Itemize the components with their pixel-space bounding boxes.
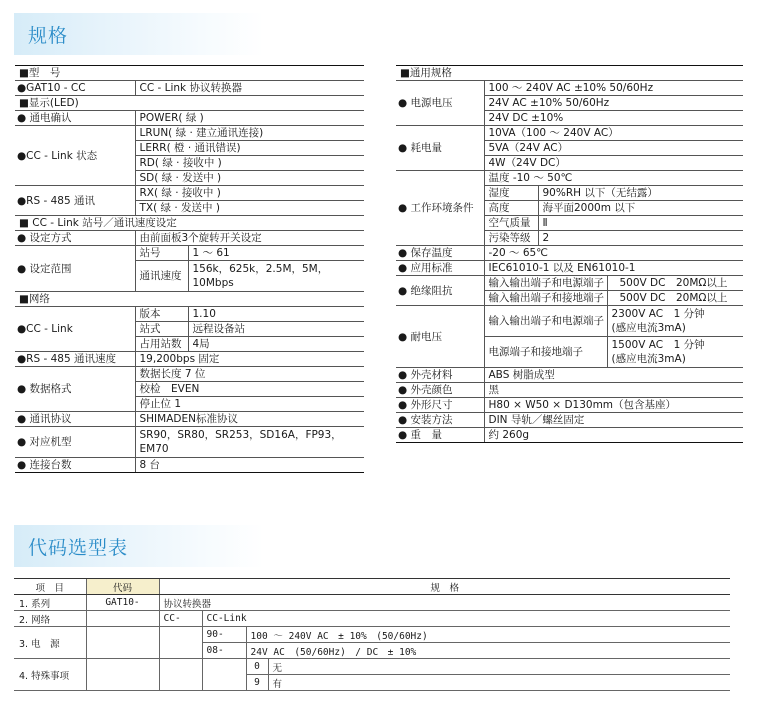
models-label: ● 对应机型 [15,427,135,458]
table-row [396,413,743,428]
table-row [14,659,730,675]
station-type-label: 站式 [135,322,188,337]
table-row [396,81,743,96]
spec-section-banner [14,13,264,55]
env-air-value: Ⅱ [538,216,743,231]
model-header: ■型 号 [15,66,364,81]
table-row [396,306,743,337]
table-row [15,216,364,231]
setting-range-label: ● 设定范围 [15,246,135,292]
table-row [396,368,743,383]
table-row [15,126,364,141]
table-row [14,595,730,611]
version-label: 版本 [135,307,188,322]
table-row [396,276,743,291]
table-row [15,367,364,382]
table-row [15,66,364,81]
network-spec: CC-Link [202,611,730,627]
display-header: ■显示(LED) [15,96,364,111]
rs485-value: RX( 绿 · 接收中 ) [135,186,364,201]
power-consumption-value: 5VA（24V AC） [484,141,743,156]
power-code: 08- [202,643,246,659]
table-row [396,428,743,443]
withstand-value: 2300V AC 1 分钟 [611,308,705,320]
env-pollution-label: 污染等级 [484,231,538,246]
storage-value: -20 ～ 65℃ [484,246,743,261]
table-row [15,81,364,96]
station-no-label: 站号 [135,246,188,261]
occupied-value: 4局 [188,337,364,352]
power-label: ● 通电确认 [15,111,135,126]
env-humidity-value: 90%RH 以下（无结露） [538,186,743,201]
table-header-row [14,579,730,595]
special-code: 9 [246,675,268,691]
code-section-title: 代码选型表 [28,537,129,559]
power-item: 3. 电 源 [14,627,86,659]
case-color-value: 黑 [484,383,743,398]
insulation-row [484,291,743,306]
protocol-label: ● 通讯协议 [15,412,135,427]
power-code: 90- [202,627,246,643]
network-code: CC- [159,611,202,627]
special-spec: 有 [268,675,730,691]
table-row [15,246,364,261]
code-section-banner [14,525,264,567]
setting-method-value: 由前面板3个旋转开关设定 [135,231,364,246]
cclink-status-value: RD( 绿 · 接收中 ) [135,156,364,171]
power-value: POWER( 绿 ) [135,111,364,126]
env-altitude-label: 高度 [484,201,538,216]
table-row [14,627,730,643]
header-code: 代码 [86,579,159,595]
table-row [15,96,364,111]
general-header: ■通用规格 [396,66,743,81]
table-row [396,246,743,261]
case-color-label: ● 外壳颜色 [396,383,484,398]
right-spec-table [396,65,743,443]
power-voltage-label: ● 电源电压 [396,81,484,126]
power-spec: 100 ～ 240V AC ± 10% (50/60Hz) [246,627,730,643]
series-code: GAT10- [86,595,159,611]
case-material-value: ABS 树脂成型 [484,368,743,383]
protocol-value: SHIMADEN标准协议 [135,412,364,427]
storage-label: ● 保存温度 [396,246,484,261]
network-item: 2. 网络 [14,611,86,627]
power-voltage-value: 24V AC ±10% 50/60Hz [484,96,743,111]
table-row [15,458,364,473]
table-row [15,111,364,126]
env-pollution-value: 2 [538,231,743,246]
env-label: ● 工作环境条件 [396,171,484,246]
model-desc: CC - Link 协议转换器 [135,81,364,96]
special-spec: 无 [268,659,730,675]
mounting-value: DIN 导轨／螺丝固定 [484,413,743,428]
table-row [396,398,743,413]
table-row [15,352,364,367]
insulation-label: ● 绝缘阻抗 [396,276,484,306]
power-spec: 24V AC (50/60Hz) / DC ± 10% [246,643,730,659]
cclink-label: ●CC - Link [15,307,135,352]
dimensions-value: H80 × W50 × D130mm（包含基座） [484,398,743,413]
table-row [15,186,364,201]
table-row [15,412,364,427]
table-row [396,126,743,141]
cclink-status-value: LERR( 橙 · 通讯错误) [135,141,364,156]
version-value: 1.10 [188,307,364,322]
withstand-between: 电源端子和接地端子 [485,337,608,367]
withstand-between: 输入输出端子和电源端子 [485,306,608,336]
table-row [396,383,743,398]
power-voltage-value: 100 ～ 240V AC ±10% 50/60Hz [484,81,743,96]
series-item: 1. 系列 [14,595,86,611]
header-item: 项 目 [14,579,86,595]
occupied-label: 占用站数 [135,337,188,352]
data-length: 数据长度 7 位 [135,367,364,382]
stop-bit: 停止位 1 [135,397,364,412]
standard-label: ● 应用标准 [396,261,484,276]
dimensions-label: ● 外形尺寸 [396,398,484,413]
rs485-speed-value: 19,200bps 固定 [135,352,364,367]
parity: 校检 EVEN [135,382,364,397]
table-row [15,231,364,246]
mounting-label: ● 安装方法 [396,413,484,428]
withstand-note: (感应电流3mA) [611,353,686,365]
rs485-label: ●RS - 485 通讯 [15,186,135,216]
table-row [15,427,364,458]
weight-label: ● 重 量 [396,428,484,443]
env-air-label: 空气质量 [484,216,538,231]
series-spec: 协议转换器 [159,595,730,611]
power-consumption-label: ● 耗电量 [396,126,484,171]
table-row [14,611,730,627]
station-speed-header: ■ CC - Link 站号／通讯速度设定 [15,216,364,231]
setting-method-label: ● 设定方式 [15,231,135,246]
env-altitude-value: 海平面2000m 以下 [538,201,743,216]
table-row [396,66,743,81]
connections-label: ● 连接台数 [15,458,135,473]
data-format-label: ● 数据格式 [15,367,135,412]
power-consumption-value: 4W（24V DC） [484,156,743,171]
comm-speed-value: 156k，625k，2.5M，5M，10Mbps [188,261,364,292]
cclink-status-value: SD( 绿 · 发送中 ) [135,171,364,186]
withstand-value: 1500V AC 1 分钟 [611,339,705,351]
station-type-value: 远程设备站 [188,322,364,337]
env-temp: 温度 -10 ～ 50℃ [484,171,743,186]
weight-value: 约 260g [484,428,743,443]
insulation-row [484,276,743,291]
rs485-speed-label: ●RS - 485 通讯速度 [15,352,135,367]
connections-value: 8 台 [135,458,364,473]
withstand-note: (感应电流3mA) [611,322,686,334]
insulation-between: 输入输出端子和电源端子 [485,276,608,290]
env-humidity-label: 湿度 [484,186,538,201]
power-voltage-value: 24V DC ±10% [484,111,743,126]
special-code: 0 [246,659,268,675]
withstand-row [484,306,743,337]
withstand-row [484,337,743,368]
cclink-status-value: LRUN( 绿 · 建立通讯连接) [135,126,364,141]
network-header: ■网络 [15,292,364,307]
models-value: SR90，SR80，SR253，SD16A，FP93，EM70 [135,427,364,458]
insulation-value: 500V DC 20MΩ以上 [619,292,728,304]
model-name: ●GAT10 - CC [15,81,135,96]
comm-speed-label: 通讯速度 [135,261,188,292]
special-item: 4. 特殊事项 [14,659,86,691]
insulation-between: 输入输出端子和接地端子 [485,291,608,305]
rs485-value: TX( 绿 · 发送中 ) [135,201,364,216]
power-consumption-value: 10VA（100 ～ 240V AC） [484,126,743,141]
table-row [15,292,364,307]
standard-value: IEC61010-1 以及 EN61010-1 [484,261,743,276]
station-no-value: 1 ～ 61 [188,246,364,261]
case-material-label: ● 外壳材料 [396,368,484,383]
insulation-value: 500V DC 20MΩ以上 [619,277,728,289]
table-row [396,261,743,276]
header-spec: 规 格 [159,579,730,595]
code-selection-table [14,578,730,691]
table-row [396,171,743,186]
cclink-status-label: ●CC - Link 状态 [15,126,135,186]
table-row [15,307,364,322]
withstand-label: ● 耐电压 [396,306,484,368]
spec-section-title: 规格 [28,25,69,47]
left-spec-table [15,65,364,473]
